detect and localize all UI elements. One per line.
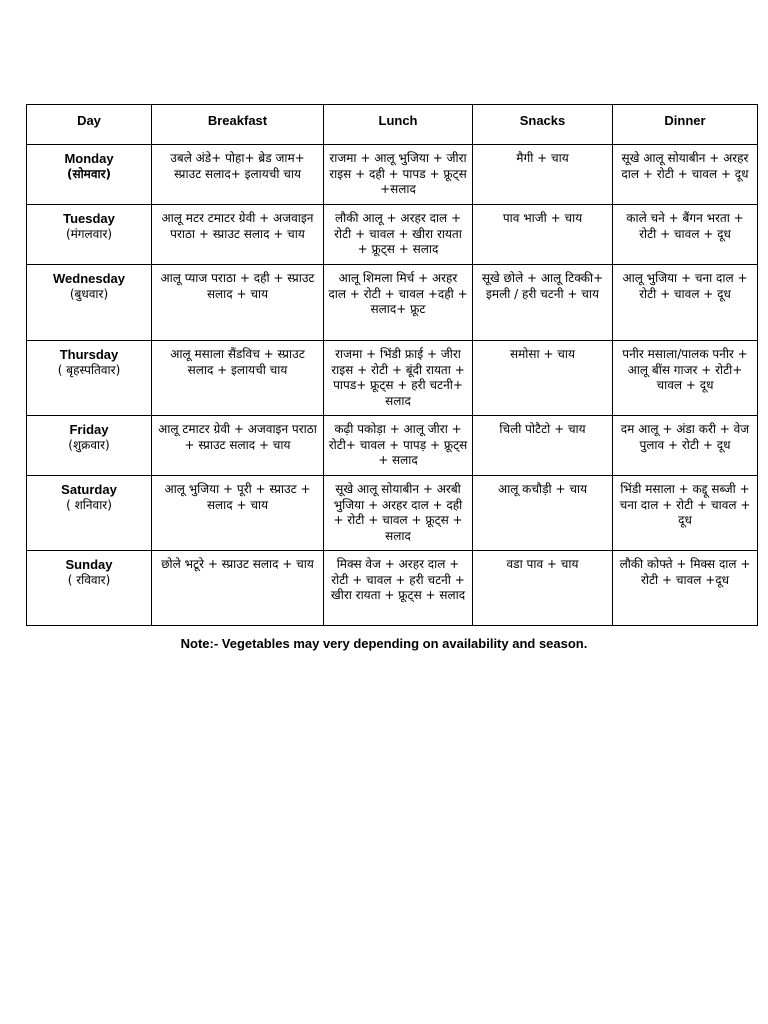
snacks-cell: आलू कचौड़ी + चाय <box>473 476 613 551</box>
dinner-cell: दम आलू + अंडा करी + वेज पुलाव + रोटी + दूध <box>613 416 758 476</box>
day-name: Monday <box>64 151 114 166</box>
day-cell <box>27 551 152 626</box>
lunch-cell: सूखे आलू सोयाबीन + अरबी भुजिया + अरहर दाल + दही + रोटी + चावल + फ्रूट्स + सलाद <box>324 476 473 551</box>
day-name: Tuesday <box>63 211 115 226</box>
day-name: Sunday <box>65 557 113 572</box>
dinner-cell: लौकी कोफ्ते + मिक्स दाल + रोटी + चावल +दूध <box>613 551 758 626</box>
day-name-hindi: (बुधवार) <box>69 286 109 301</box>
lunch-cell: राजमा + आलू भुजिया + जीरा राइस + दही + पापड + फ्रूट्स +सलाद <box>324 145 473 205</box>
dinner-cell: भिंडी मसाला + कद्दू सब्जी + चना दाल + रोटी + चावल + दूध <box>613 476 758 551</box>
lunch-cell: राजमा + भिंडी फ्राई + जीरा राइस + रोटी + बूंदी रायता + पापड+ फ्रूट्स + हरी चटनी+ सलाद <box>324 341 473 416</box>
day-name: Saturday <box>61 482 117 497</box>
breakfast-cell: उबले अंडे+ पोहा+ ब्रेड जाम+ स्प्राउट सलाद+ इलायची चाय <box>152 145 324 205</box>
breakfast-cell: छोले भटूरे + स्प्राउट सलाद + चाय <box>152 551 324 626</box>
day-cell <box>27 205 152 265</box>
lunch-cell: मिक्स वेज + अरहर दाल + रोटी + चावल + हरी चटनी + खीरा रायता + फ्रूट्स + सलाद <box>324 551 473 626</box>
table-row <box>27 205 758 265</box>
breakfast-cell: आलू टमाटर ग्रेवी + अजवाइन पराठा + स्प्राउट सलाद + चाय <box>152 416 324 476</box>
dinner-cell: पनीर मसाला/पालक पनीर + आलू बींस गाजर + रोटी+ चावल + दूध <box>613 341 758 416</box>
breakfast-cell: आलू प्याज पराठा + दही + स्प्राउट सलाद + चाय <box>152 265 324 341</box>
table-row <box>27 145 758 205</box>
availability-note: Note:- Vegetables may very depending on availability and season. <box>180 636 588 651</box>
header-dinner: Dinner <box>613 105 758 145</box>
header-snacks: Snacks <box>473 105 613 145</box>
breakfast-cell: आलू मटर टमाटर ग्रेवी + अजवाइन पराठा + स्प्राउट सलाद + चाय <box>152 205 324 265</box>
day-cell <box>27 341 152 416</box>
lunch-cell: कढ़ी पकोड़ा + आलू जीरा + रोटी+ चावल + पापड़ + फ्रूट्स + सलाद <box>324 416 473 476</box>
day-name: Wednesday <box>52 271 125 286</box>
table-row <box>27 476 758 551</box>
lunch-cell: लौकी आलू + अरहर दाल + रोटी + चावल + खीरा रायता + फ्रूट्स + सलाद <box>324 205 473 265</box>
lunch-cell: आलू शिमला मिर्च + अरहर दाल + रोटी + चावल +दही + सलाद+ फ्रूट <box>324 265 473 341</box>
snacks-cell: सूखे छोले + आलू टिक्की+ इमली / हरी चटनी + चाय <box>473 265 613 341</box>
day-name: Thursday <box>59 347 119 362</box>
snacks-cell: समोसा + चाय <box>473 341 613 416</box>
table-row <box>27 416 758 476</box>
day-name-hindi: ( शनिवार) <box>66 497 112 512</box>
day-name-hindi: ( रविवार) <box>67 572 111 587</box>
table-row <box>27 265 758 341</box>
snacks-cell: मैगी + चाय <box>473 145 613 205</box>
day-name-hindi: (सोमवार) <box>66 166 112 181</box>
day-cell <box>27 416 152 476</box>
day-name-hindi: (मंगलवार) <box>65 226 113 241</box>
dinner-cell: काले चने + बैंगन भरता + रोटी + चावल + दूध <box>613 205 758 265</box>
header-lunch: Lunch <box>324 105 473 145</box>
breakfast-cell: आलू भुजिया + पूरी + स्प्राउट + सलाद + चाय <box>152 476 324 551</box>
meal-plan-table <box>26 104 758 626</box>
snacks-cell: चिली पोटैटो + चाय <box>473 416 613 476</box>
header-day: Day <box>27 105 152 145</box>
day-name-hindi: (शुक्रवार) <box>68 437 110 452</box>
day-cell <box>27 476 152 551</box>
day-name: Friday <box>69 422 109 437</box>
table-row <box>27 551 758 626</box>
dinner-cell: आलू भुजिया + चना दाल + रोटी + चावल + दूध <box>613 265 758 341</box>
breakfast-cell: आलू मसाला सैंडविच + स्प्राउट सलाद + इलायची चाय <box>152 341 324 416</box>
day-cell <box>27 145 152 205</box>
snacks-cell: पाव भाजी + चाय <box>473 205 613 265</box>
day-name-hindi: ( बृहस्पतिवार) <box>57 362 121 377</box>
dinner-cell: सूखे आलू सोयाबीन + अरहर दाल + रोटी + चावल + दूध <box>613 145 758 205</box>
snacks-cell: वडा पाव + चाय <box>473 551 613 626</box>
header-row <box>27 105 758 145</box>
table-row <box>27 341 758 416</box>
header-breakfast: Breakfast <box>152 105 324 145</box>
day-cell <box>27 265 152 341</box>
